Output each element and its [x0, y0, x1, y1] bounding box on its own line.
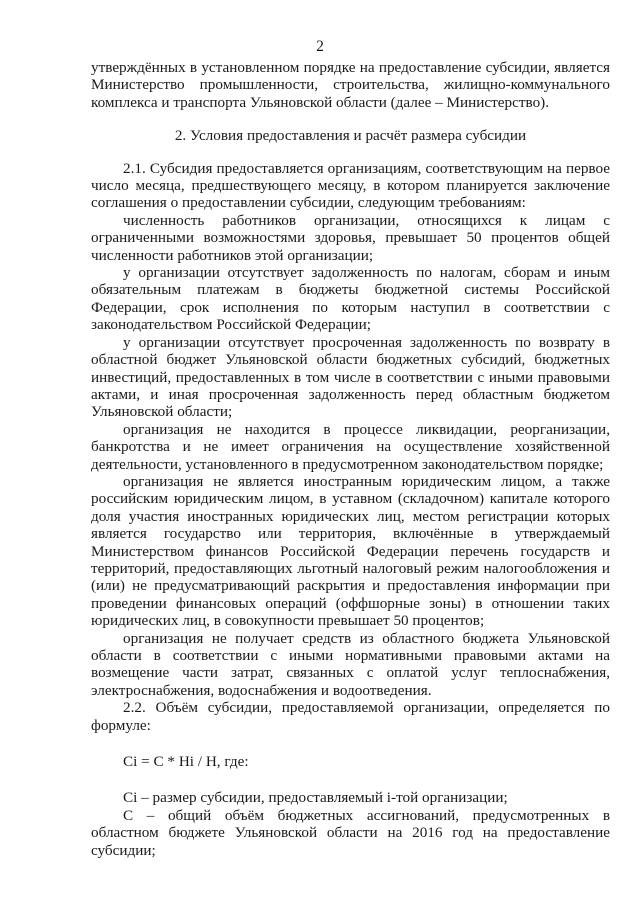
document-body: [91, 59, 610, 859]
definition-ci: Ci – размер субсидии, предоставляемый i-той организации;: [123, 789, 508, 807]
paragraph-2-1: 2.1. Субсидия предоставляется организациям, соответствующим на первое число месяца, предшествующего месяцу, в котором планируется заключение соглашения о предоставлении субсидии, следующим требованиям:: [91, 159, 610, 212]
definition-c: C – общий объём бюджетных ассигнований, предусмотренных в областном бюджете Ульяновской области на 2016 год на предоставление субсидии;: [91, 806, 610, 859]
formula: Ci = C * Hi / H, где:: [123, 753, 249, 771]
requirement-not-liquidated: организация не находится в процессе ликвидации, реорганизации, банкротства и не имеет ограничения на осуществление хозяйственной деятельности, установленного в предусмотренном законодательством порядке;: [91, 420, 610, 473]
page-number: 2: [316, 38, 324, 55]
paragraph-2-2: 2.2. Объём субсидии, предоставляемой организации, определяется по формуле:: [91, 699, 610, 734]
intro-paragraph: утверждённых в установленном порядке на предоставление субсидии, является Министерство промышленности, строительства, жилищно-коммунального комплекса и транспорта Ульяновской области (далее – Министерство).: [91, 59, 610, 111]
requirement-no-tax-debt: у организации отсутствует задолженность по налогам, сборам и иным обязательным платежам в бюджеты бюджетной системы Российской Федерации, срок исполнения по которым наступил в соответствии с законодательством Российской Федерации;: [91, 264, 610, 334]
section-heading: 2. Условия предоставления и расчёт размера субсидии: [174, 127, 527, 145]
requirement-no-other-funds: организация не получает средств из областного бюджета Ульяновской области в соответствии с иными нормативными правовыми актами на возмещение части затрат, связанных с оплатой услуг теплоснабжения, электроснабжения, водоснабжения и водоотведения.: [91, 629, 610, 699]
requirement-no-overdue-debt: у организации отсутствует просроченная задолженность по возврату в областной бюджет Ульяновской области бюджетных субсидий, бюджетных инвестиций, предоставленных в том числе в соответствии с иными правовыми актами, и иная просроченная задолженность перед областным бюджетом Ульяновской области;: [91, 333, 610, 421]
requirement-employees: численность работников организации, относящихся к лицам с ограниченными возможностями здоровья, превышает 50 процентов общей численности работников этой организации;: [91, 211, 610, 264]
requirement-not-foreign: организация не является иностранным юридическим лицом, а также российским юридическим лицом, в уставном (складочном) капитале которого доля участия иностранных юридических лиц, местом регистрации которых является государство или территория, включённые в утверждаемый Министерством финансов Российской Федерации перечень государств и территорий, предоставляющих льготный налоговый режим налогообложения и (или) не предусматривающий раскрытия и предоставления информации при проведении финансовых операций (оффшорные зоны) в отношении таких юридических лиц, в совокупности превышает 50 процентов;: [91, 472, 610, 630]
